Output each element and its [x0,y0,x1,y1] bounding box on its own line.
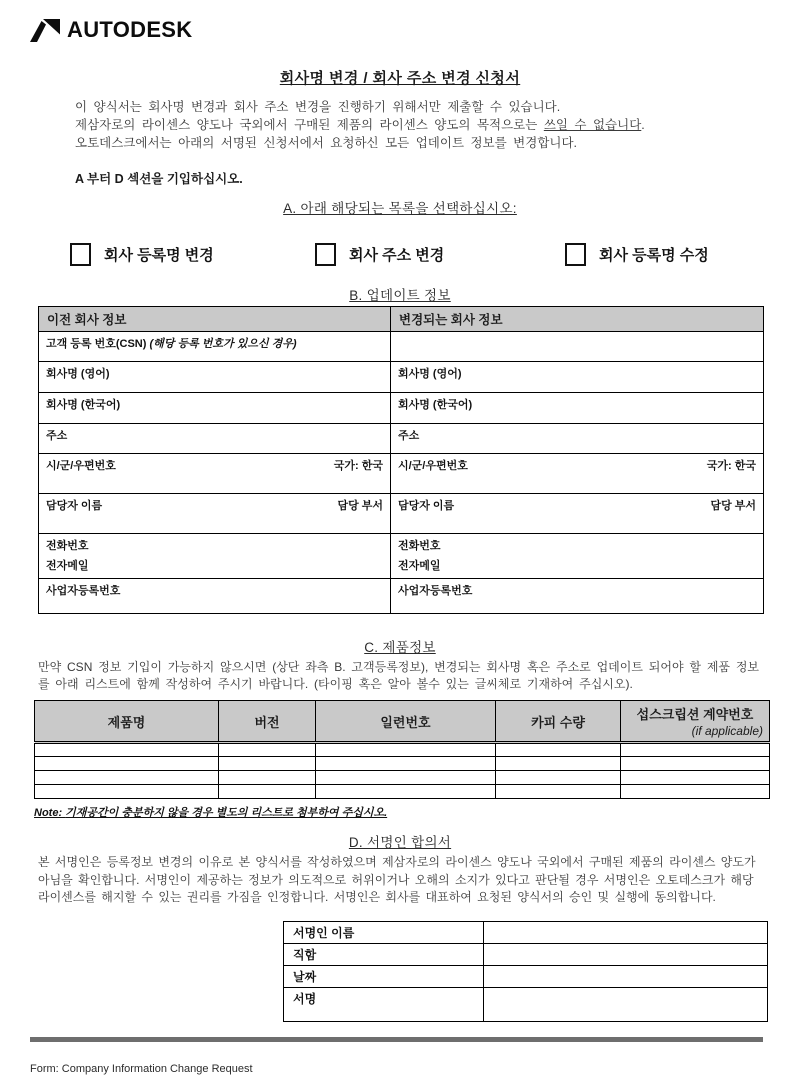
signature-table [283,921,768,1022]
autodesk-a-mark-icon [30,16,60,43]
product-cell[interactable] [219,771,316,785]
product-cell[interactable] [316,743,496,757]
product-cell[interactable] [496,743,621,757]
field-label: 시/군/우편번호 [46,460,116,472]
footer-divider-bar [30,1037,763,1042]
country-label: 국가: 한국 [706,460,756,472]
signer-name-input-cell[interactable] [484,921,768,943]
section-d-heading: D. 서명인 합의서 [348,835,452,850]
field-label: 주소 [398,430,420,442]
product-info-table [34,700,770,799]
field-label: 시/군/우편번호 [398,460,468,472]
city-zip-new-cell[interactable] [391,454,764,494]
checkbox-company-registered-name-correction[interactable] [565,243,586,266]
field-label: 사업자등록번호 [46,585,121,597]
business-reg-no-old-cell[interactable] [39,579,391,614]
col-header-copy-count: 카피 수량 [496,701,621,743]
col-header-product-name: 제품명 [35,701,219,743]
product-cell[interactable] [219,785,316,799]
product-cell[interactable] [316,771,496,785]
col-header-subscription-contract-number: 섭스크립션 계약번호 (if applicable) [621,701,770,743]
section-d-description: 본 서명인은 등록정보 변경의 이유로 본 양식서를 작성하였으며 제삼자로의 라이센스 양도나 국외에서 구매된 제품의 라이센스 양도가 아님을 확인합니다. 서명인이 제공하는 정보가 의도적으로 허위이거나 오해의 소지가 있다고 판단될 경우 서명인은 오토데스크가 해당 라이센스를 해지할 수 있는 권리를 가짐을 인정합니다. 서명인은 회사를 대표하여 요청된 양식서의 승인 및 실행에 동의합니다. [38,855,756,904]
product-row [35,785,770,799]
checkbox-label: 회사 등록명 수정 [599,247,709,264]
intro-paragraph [75,98,735,152]
field-label: 회사명 (한국어) [46,399,121,411]
product-row [35,771,770,785]
autodesk-logo [30,16,800,43]
field-label: 담당자 이름 [398,500,455,512]
csn-old-cell[interactable] [39,332,391,362]
signature-label: 서명 [284,987,484,1021]
if-applicable-note: (if applicable) [691,724,763,738]
product-row [35,743,770,757]
product-cell[interactable] [35,785,219,799]
product-cell[interactable] [219,743,316,757]
phone-email-old-cell[interactable] [39,534,391,579]
product-cell[interactable] [496,785,621,799]
page-title: 회사명 변경 / 회사 주소 변경 신청서 [279,70,521,87]
field-label: 담당자 이름 [46,500,103,512]
intro-line-2: 제삼자로의 라이센스 양도나 국외에서 구매된 제품의 라이센스 양도의 목적으로는 쓰일 수 없습니다. [75,118,645,132]
col-header-serial-number: 일련번호 [316,701,496,743]
update-info-table [38,306,764,614]
address-new-cell[interactable] [391,424,764,454]
field-label: 회사명 (영어) [46,368,110,380]
checkbox-company-registered-name-change[interactable] [70,243,91,266]
product-cell[interactable] [316,757,496,771]
col-header-new-company-info: 변경되는 회사 정보 [391,307,764,332]
email-label: 전자메일 [398,560,441,572]
section-a-options [0,243,800,270]
col-header-previous-company-info: 이전 회사 정보 [39,307,391,332]
brand-wordmark: AUTODESK [67,16,193,42]
product-cell[interactable] [316,785,496,799]
section-a-heading: A. 아래 해당되는 목록을 선택하십시오: [283,201,517,216]
department-label: 담당 부서 [710,500,756,512]
intro-line-3: 오토데스크에서는 아래의 서명된 신청서에서 요청하신 모든 업데이트 정보를 변경합니다. [75,136,578,150]
field-label: 주소 [46,430,68,442]
signature-input-cell[interactable] [484,987,768,1021]
product-row [35,757,770,771]
section-c-heading: C. 제품정보 [364,640,436,655]
business-reg-no-new-cell[interactable] [391,579,764,614]
date-input-cell[interactable] [484,965,768,987]
product-cell[interactable] [496,771,621,785]
field-label: 회사명 (한국어) [398,399,473,411]
product-cell[interactable] [621,771,770,785]
job-title-input-cell[interactable] [484,943,768,965]
checkbox-label: 회사 등록명 변경 [104,247,214,264]
job-title-label: 직함 [284,943,484,965]
phone-label: 전화번호 [398,540,441,552]
product-cell[interactable] [35,743,219,757]
col-header-version: 버전 [219,701,316,743]
country-label: 국가: 한국 [333,460,383,472]
intro-underlined-phrase: 쓰일 수 없습니다 [543,118,642,132]
date-label: 날짜 [284,965,484,987]
attachment-note: Note: 기재공간이 충분하지 않을 경우 별도의 리스트로 첨부하여 주십시오. [34,807,388,819]
option-company-registered-name-correction[interactable] [565,243,709,266]
option-company-registered-name-change[interactable] [70,243,214,266]
csn-note: (해당 등록 번호가 있으신 경우) [149,338,297,350]
department-label: 담당 부서 [337,500,383,512]
csn-new-cell[interactable] [391,332,764,362]
section-c-description: 만약 CSN 정보 기입이 가능하지 않으시면 (상단 좌측 B. 고객등록정보), 변경되는 회사명 혹은 주소로 업데이트 되어야 할 제품 정보를 아래 리스트에 함께 작성하여 주시기 바랍니다. (타이핑 혹은 알아 볼수 있는 글씨체로 기재하여 주십시오). [38,660,760,691]
company-name-kr-new-cell[interactable] [391,393,764,424]
form-page [0,16,800,1075]
checkbox-company-address-change[interactable] [315,243,336,266]
form-footer-label: Form: Company Information Change Request [30,1062,253,1075]
address-old-cell[interactable] [39,424,391,454]
product-cell[interactable] [219,757,316,771]
product-cell[interactable] [621,743,770,757]
signer-name-label: 서명인 이름 [284,921,484,943]
email-label: 전자메일 [46,560,89,572]
company-name-en-new-cell[interactable] [391,362,764,393]
contact-name-old-cell[interactable] [39,494,391,534]
company-name-en-old-cell[interactable] [39,362,391,393]
product-cell[interactable] [35,757,219,771]
intro-line-1: 이 양식서는 회사명 변경과 회사 주소 변경을 진행하기 위해서만 제출할 수 있습니다. [75,100,561,114]
company-name-kr-old-cell[interactable] [39,393,391,424]
csn-label: 고객 등록 번호(CSN) [46,338,150,350]
phone-label: 전화번호 [46,540,89,552]
city-zip-old-cell[interactable] [39,454,391,494]
product-cell[interactable] [621,757,770,771]
section-b-heading: B. 업데이트 정보 [349,288,451,303]
phone-email-new-cell[interactable] [391,534,764,579]
option-company-address-change[interactable] [315,243,444,266]
product-cell[interactable] [621,785,770,799]
field-label: 회사명 (영어) [398,368,462,380]
checkbox-label: 회사 주소 변경 [349,247,445,264]
fill-instruction: A 부터 D 섹션을 기입하십시오. [75,172,243,186]
product-cell[interactable] [35,771,219,785]
field-label: 사업자등록번호 [398,585,473,597]
product-cell[interactable] [496,757,621,771]
contact-name-new-cell[interactable] [391,494,764,534]
